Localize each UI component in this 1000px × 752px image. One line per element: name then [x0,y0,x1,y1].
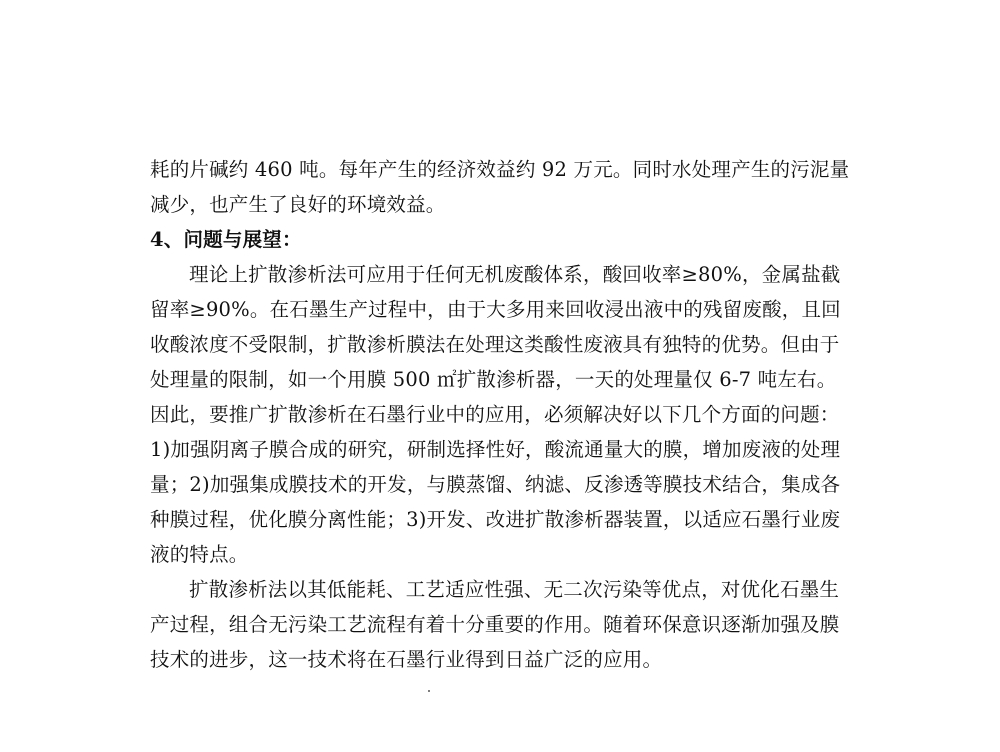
text-line: 液的特点。 [150,543,249,566]
text-line: 量；2)加强集成膜技术的开发，与膜蒸馏、纳滤、反渗透等膜技术结合，集成各 [150,473,841,496]
text-line: 产过程，组合无污染工艺流程有着十分重要的作用。随着环保意识逐渐加强及膜 [150,613,840,636]
text-line: 技术的进步，这一技术将在石墨行业得到日益广泛的应用。 [150,648,663,671]
text-line: 减少，也产生了良好的环境效益。 [150,193,446,216]
text-line: 因此，要推广扩散渗析在石墨行业中的应用，必须解决好以下几个方面的问题： [150,403,840,426]
section-heading: 4、问题与展望： [150,228,302,251]
text-line: 处理量的限制，如一个用膜 500 ㎡扩散渗析器，一天的处理量仅 6-7 吨左右。 [150,368,837,391]
body-text [150,152,870,677]
paragraph-first-line: 理论上扩散渗析法可应用于任何无机废酸体系，酸回收率≥80%，金属盐截 [189,263,841,286]
text-line: 耗的片碱约 460 吨。每年产生的经济效益约 92 万元。同时水处理产生的污泥量 [150,158,850,181]
text-line: 1)加强阴离子膜合成的研究，研制选择性好，酸流通量大的膜，增加废液的处理 [150,438,841,461]
paragraph-first-line: 扩散渗析法以其低能耗、工艺适应性强、无二次污染等优点，对优化石墨生 [189,578,840,601]
text-line: 收酸浓度不受限制，扩散渗析膜法在处理这类酸性废液具有独特的优势。但由于 [150,333,840,356]
scan-speck [428,690,430,692]
text-line: 种膜过程，优化膜分离性能；3)开发、改进扩散渗析器装置，以适应石墨行业废 [150,508,841,531]
text-line: 留率≥90%。在石墨生产过程中，由于大多用来回收浸出液中的残留废酸，且回 [150,298,841,321]
